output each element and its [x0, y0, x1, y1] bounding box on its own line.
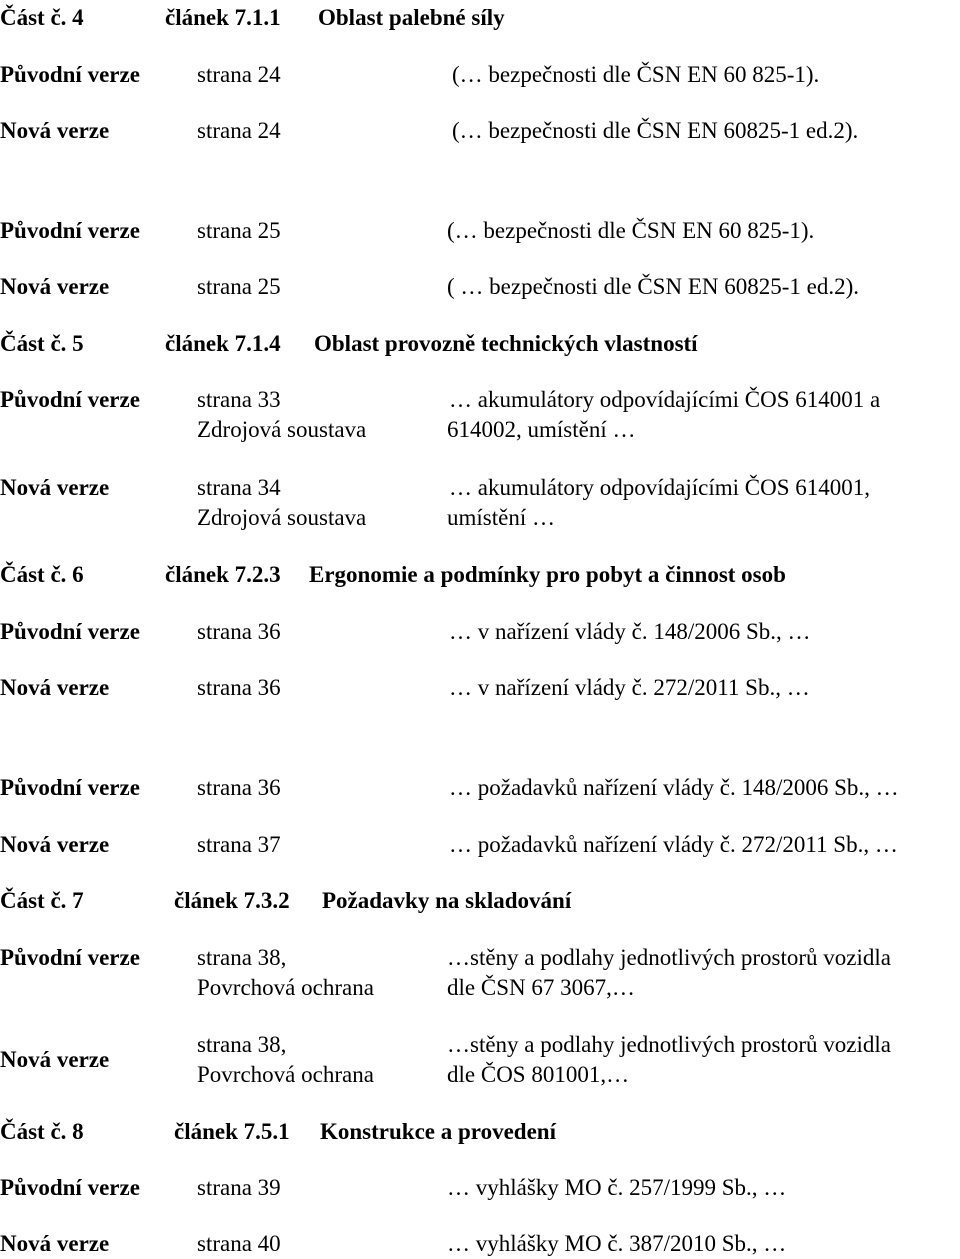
- page-subsection: Povrchová ochrana: [197, 1062, 374, 1087]
- original-version-label: Původní verze: [0, 619, 140, 644]
- changed-text: … vyhlášky MO č. 257/1999 Sb., …: [447, 1175, 787, 1200]
- changed-text: … akumulátory odpovídajícími ČOS 614001,: [449, 475, 870, 500]
- article-number: článek 7.2.3: [165, 562, 281, 587]
- page-reference: strana 36: [197, 675, 281, 700]
- page-reference: strana 33: [197, 387, 281, 412]
- page-reference: strana 36: [197, 619, 281, 644]
- part-heading: Část č. 7: [0, 888, 84, 913]
- changed-text-continued: 614002, umístění …: [447, 417, 636, 442]
- article-number: článek 7.1.1: [165, 5, 281, 30]
- changed-text: … v nařízení vlády č. 272/2011 Sb., …: [449, 675, 810, 700]
- changed-text: (… bezpečnosti dle ČSN EN 60 825-1).: [447, 218, 815, 243]
- new-version-label: Nová verze: [0, 675, 110, 700]
- page-subsection: Zdrojová soustava: [197, 505, 367, 530]
- changed-text-continued: umístění …: [447, 505, 555, 530]
- page-subsection: Zdrojová soustava: [197, 417, 367, 442]
- page-reference: strana 24: [197, 62, 281, 87]
- original-version-label: Původní verze: [0, 775, 140, 800]
- changed-text-continued: dle ČSN 67 3067,…: [447, 975, 635, 1000]
- page-reference: strana 25: [197, 274, 281, 299]
- article-number: článek 7.1.4: [165, 331, 281, 356]
- new-version-label: Nová verze: [0, 118, 110, 143]
- page-reference: strana 24: [197, 118, 281, 143]
- changed-text: …stěny a podlahy jednotlivých prostorů vozidla: [447, 945, 891, 970]
- original-version-label: Původní verze: [0, 218, 140, 243]
- part-heading: Část č. 6: [0, 562, 84, 587]
- original-version-label: Původní verze: [0, 1175, 140, 1200]
- article-title: Oblast palebné síly: [318, 5, 505, 30]
- page-reference: strana 38,: [197, 1032, 287, 1057]
- article-number: článek 7.5.1: [174, 1119, 290, 1144]
- new-version-label: Nová verze: [0, 475, 110, 500]
- changed-text: … vyhlášky MO č. 387/2010 Sb., …: [447, 1231, 787, 1256]
- article-title: Požadavky na skladování: [322, 888, 572, 913]
- new-version-label: Nová verze: [0, 274, 110, 299]
- changed-text: … požadavků nařízení vlády č. 272/2011 Sb., …: [449, 832, 898, 857]
- changed-text: … požadavků nařízení vlády č. 148/2006 Sb., …: [449, 775, 899, 800]
- part-heading: Část č. 8: [0, 1119, 84, 1144]
- page-reference: strana 38,: [197, 945, 287, 970]
- changed-text: …stěny a podlahy jednotlivých prostorů vozidla: [447, 1032, 891, 1057]
- new-version-label: Nová verze: [0, 832, 110, 857]
- new-version-label: Nová verze: [0, 1047, 110, 1072]
- part-heading: Část č. 5: [0, 331, 84, 356]
- article-title: Ergonomie a podmínky pro pobyt a činnost osob: [309, 562, 786, 587]
- changed-text: (… bezpečnosti dle ČSN EN 60 825-1).: [452, 62, 820, 87]
- page-reference: strana 37: [197, 832, 281, 857]
- changed-text-continued: dle ČOS 801001,…: [447, 1062, 630, 1087]
- page-subsection: Povrchová ochrana: [197, 975, 374, 1000]
- changed-text: … akumulátory odpovídajícími ČOS 614001 a: [449, 387, 881, 412]
- page-reference: strana 34: [197, 475, 281, 500]
- changed-text: … v nařízení vlády č. 148/2006 Sb., …: [449, 619, 811, 644]
- page-reference: strana 36: [197, 775, 281, 800]
- original-version-label: Původní verze: [0, 387, 140, 412]
- new-version-label: Nová verze: [0, 1231, 110, 1256]
- part-heading: Část č. 4: [0, 5, 84, 30]
- original-version-label: Původní verze: [0, 62, 140, 87]
- page-reference: strana 40: [197, 1231, 281, 1256]
- page-reference: strana 39: [197, 1175, 281, 1200]
- changed-text: ( … bezpečnosti dle ČSN EN 60825-1 ed.2).: [447, 274, 860, 299]
- original-version-label: Původní verze: [0, 945, 140, 970]
- changed-text: (… bezpečnosti dle ČSN EN 60825-1 ed.2).: [452, 118, 859, 143]
- article-title: Konstrukce a provedení: [320, 1119, 556, 1144]
- article-number: článek 7.3.2: [174, 888, 290, 913]
- page-reference: strana 25: [197, 218, 281, 243]
- article-title: Oblast provozně technických vlastností: [314, 331, 698, 356]
